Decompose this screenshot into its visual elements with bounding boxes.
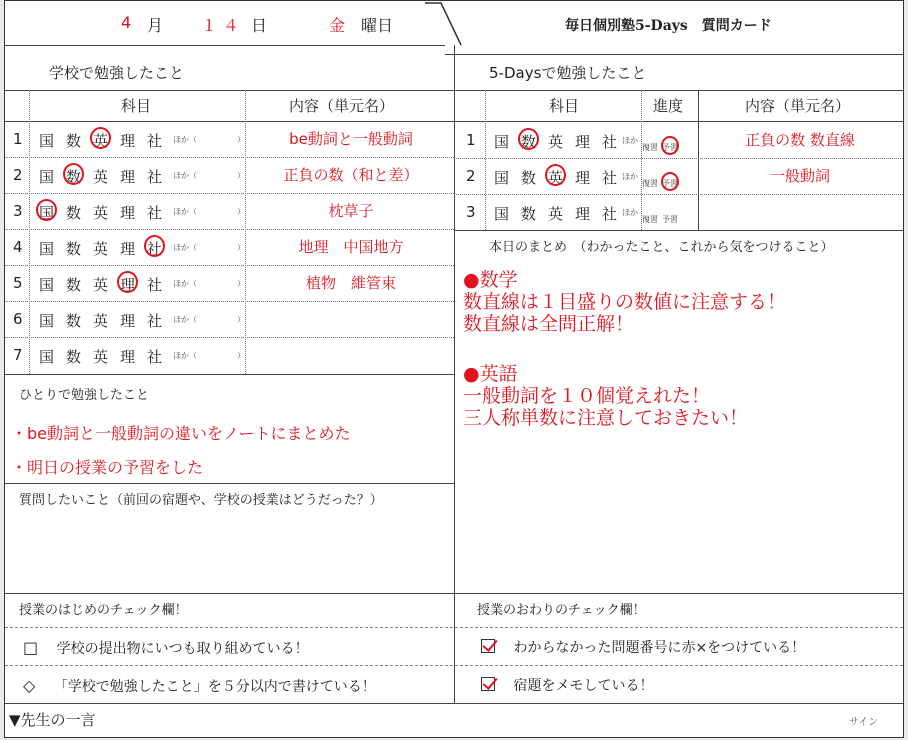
subject-option[interactable]: 社 xyxy=(146,132,162,150)
subject-option[interactable]: 数 xyxy=(520,169,536,187)
subject-option[interactable]: 国 xyxy=(38,312,54,330)
other-subject-close: ） xyxy=(237,207,245,216)
check-start-item[interactable] xyxy=(23,639,309,658)
subject-option[interactable]: 国 xyxy=(493,133,509,151)
fivedays-row xyxy=(454,122,903,158)
other-subject-label: ほか（ xyxy=(173,279,197,288)
summary-line[interactable]: ●数学 xyxy=(463,269,518,291)
school-content[interactable]: 枕草子 xyxy=(328,202,374,220)
check-start-item[interactable] xyxy=(23,677,376,696)
row-number: 3 xyxy=(466,203,476,221)
row-number: 1 xyxy=(466,131,476,149)
subject-option[interactable]: 社 xyxy=(146,312,162,330)
fivedays-row xyxy=(454,158,903,194)
check-end-title: 授業のおわりのチェック欄！ xyxy=(477,603,646,618)
subject-choices xyxy=(33,202,168,223)
subject-option[interactable]: 理 xyxy=(119,312,135,330)
questions-title: 質問したいこと（前回の宿題や、学校の授業はどうだった？） xyxy=(19,493,383,508)
other-subject-close: ） xyxy=(237,135,245,144)
subject-option[interactable]: 理 xyxy=(119,168,135,186)
subject-option[interactable]: 数 xyxy=(65,132,81,150)
day-value[interactable]: １４ xyxy=(201,16,246,35)
subject-choices xyxy=(488,167,623,188)
teacher-comment-label: ▼先生の一言 xyxy=(9,711,96,729)
summary-line[interactable]: ●英語 xyxy=(463,363,518,385)
subject-option[interactable]: 社 xyxy=(601,169,617,187)
subject-option[interactable]: 国 xyxy=(493,205,509,223)
subject-choices xyxy=(33,166,168,187)
check-end-text: 宿題をメモしている！ xyxy=(513,678,654,694)
school-content[interactable]: be動詞と一般動詞 xyxy=(289,130,413,148)
school-row xyxy=(5,193,454,229)
school-row xyxy=(5,337,454,373)
school-content[interactable]: 地理 中国地方 xyxy=(298,238,404,256)
header-tab-edge xyxy=(425,1,465,47)
subject-option[interactable]: 数 xyxy=(65,204,81,222)
row-number: 2 xyxy=(13,166,23,184)
other-subject-label: ほか（ xyxy=(173,135,197,144)
school-col-subject: 科目 xyxy=(121,97,152,115)
row-number: 4 xyxy=(13,238,23,256)
summary-line[interactable]: 一般動詞を１０個覚えれた！ xyxy=(463,385,711,407)
month-label: 月 xyxy=(147,16,164,35)
fivedays-col-content: 内容（単元名） xyxy=(745,97,851,115)
divider xyxy=(454,90,903,91)
questions-area[interactable] xyxy=(5,513,454,593)
subject-option[interactable]: 数 xyxy=(65,276,81,294)
row-number: 3 xyxy=(13,202,23,220)
other-subject-label: ほか（ xyxy=(173,315,197,324)
subject-option[interactable]: 英 xyxy=(92,168,108,186)
school-content[interactable]: 植物 維管束 xyxy=(305,274,396,292)
check-end-text: わからなかった問題番号に赤×をつけている！ xyxy=(513,640,806,656)
diamond-icon[interactable]: ◇ xyxy=(23,676,36,695)
subject-option[interactable]: 社 xyxy=(146,348,162,366)
other-subject-label: ほか（ xyxy=(173,243,197,252)
subject-option[interactable]: 国 xyxy=(493,169,509,187)
row-number: 6 xyxy=(13,310,23,328)
summary-line[interactable]: 数直線は１目盛りの数値に注意する！ xyxy=(463,291,787,313)
subject-option[interactable]: 数 xyxy=(515,131,542,152)
subject-option[interactable]: 国 xyxy=(33,202,60,223)
subject-option[interactable]: 国 xyxy=(38,240,54,258)
subject-choices xyxy=(33,238,168,259)
subject-option[interactable]: 理 xyxy=(119,204,135,222)
subject-option[interactable]: 社 xyxy=(601,205,617,223)
school-row xyxy=(5,157,454,193)
subject-choices xyxy=(488,203,623,224)
subject-option[interactable]: 社 xyxy=(601,133,617,151)
divider xyxy=(5,483,454,484)
subject-option[interactable]: 英 xyxy=(547,205,563,223)
summary-line[interactable]: 三人称単数に注意しておきたい！ xyxy=(463,407,749,429)
other-subject-label: ほか xyxy=(622,172,638,181)
checkbox-icon[interactable]: □ xyxy=(23,638,39,657)
review-option[interactable]: 復習 xyxy=(642,179,658,188)
review-option[interactable]: 復習 xyxy=(642,215,658,224)
school-row xyxy=(5,121,454,157)
other-subject-label: ほか（ xyxy=(173,351,197,360)
subject-choices xyxy=(488,131,623,152)
subject-option[interactable]: 国 xyxy=(38,132,54,150)
other-subject-close: ） xyxy=(237,243,245,252)
subject-option[interactable]: 理 xyxy=(574,169,590,187)
check-start-title: 授業のはじめのチェック欄！ xyxy=(19,603,188,618)
school-col-content: 内容（単元名） xyxy=(289,97,395,115)
subject-option[interactable]: 英 xyxy=(87,130,114,151)
divider xyxy=(5,45,445,46)
row-number: 5 xyxy=(13,274,23,292)
subject-option[interactable]: 英 xyxy=(542,167,569,188)
fivedays-row xyxy=(454,194,903,230)
school-row xyxy=(5,265,454,301)
divider xyxy=(5,703,903,704)
divider xyxy=(445,54,903,55)
other-subject-close: ） xyxy=(237,279,245,288)
other-subject-close: ） xyxy=(237,351,245,360)
subject-option[interactable]: 社 xyxy=(141,238,168,259)
subject-choices xyxy=(33,346,168,367)
subject-option[interactable]: 数 xyxy=(65,240,81,258)
subject-option[interactable]: 英 xyxy=(92,348,108,366)
preview-option[interactable]: 予習 xyxy=(662,215,678,224)
sign-label: サイン xyxy=(849,717,879,728)
subject-option[interactable]: 理 xyxy=(114,274,141,295)
card-title: 毎日個別塾5-Days 質問カード xyxy=(565,18,772,34)
preview-option[interactable]: 予習 xyxy=(662,179,678,188)
check-end-item[interactable] xyxy=(481,639,805,657)
other-subject-label: ほか（ xyxy=(173,171,197,180)
subject-option[interactable]: 理 xyxy=(119,132,135,150)
subject-option[interactable]: 数 xyxy=(65,312,81,330)
subject-option[interactable]: 理 xyxy=(119,240,135,258)
divider xyxy=(5,627,903,628)
fivedays-content[interactable]: 一般動詞 xyxy=(769,167,830,185)
subject-option[interactable]: 理 xyxy=(574,133,590,151)
divider xyxy=(5,90,454,91)
summary-line[interactable]: 数直線は全問正解！ xyxy=(463,313,635,335)
subject-option[interactable]: 理 xyxy=(119,348,135,366)
row-number: 2 xyxy=(466,167,476,185)
divider xyxy=(5,374,454,375)
alone-item[interactable]: ・be動詞と一般動詞の違いをノートにまとめた xyxy=(11,424,351,443)
question-card xyxy=(4,0,904,738)
check-start-text: 学校の提出物にいつも取り組めている！ xyxy=(56,641,309,657)
fivedays-content[interactable]: 正負の数 数直線 xyxy=(745,131,855,149)
other-subject-label: ほか xyxy=(622,136,638,145)
subject-option[interactable]: 英 xyxy=(547,133,563,151)
divider xyxy=(5,593,903,594)
divider xyxy=(5,665,903,666)
subject-option[interactable]: 英 xyxy=(92,204,108,222)
progress-choices xyxy=(640,171,680,190)
school-row xyxy=(5,301,454,337)
subject-option[interactable]: 理 xyxy=(574,205,590,223)
subject-choices xyxy=(33,130,168,151)
progress-choices xyxy=(640,135,680,154)
weekday-value[interactable]: 金 xyxy=(329,16,346,35)
checked-box-icon[interactable] xyxy=(481,639,495,653)
subject-option[interactable]: 国 xyxy=(38,276,54,294)
subject-option[interactable]: 数 xyxy=(60,166,87,187)
subject-option[interactable]: 英 xyxy=(92,276,108,294)
subject-option[interactable]: 数 xyxy=(65,348,81,366)
weekday-label: 曜日 xyxy=(361,16,394,35)
row-number: 1 xyxy=(13,130,23,148)
other-subject-label: ほか（ xyxy=(173,207,197,216)
other-subject-label: ほか xyxy=(622,208,638,217)
school-section-title: 学校で勉強したこと xyxy=(49,64,185,82)
fivedays-section-title: 5-Daysで勉強したこと xyxy=(489,64,647,82)
subject-option[interactable]: 社 xyxy=(146,204,162,222)
other-subject-close: ） xyxy=(237,315,245,324)
checked-box-icon[interactable] xyxy=(481,677,495,691)
alone-title: ひとりで勉強したこと xyxy=(19,388,150,403)
month-value[interactable]: 4 xyxy=(121,13,132,32)
review-option[interactable]: 復習 xyxy=(642,143,658,152)
alone-item[interactable]: ・明日の授業の予習をした xyxy=(11,458,204,477)
subject-option[interactable]: 社 xyxy=(146,168,162,186)
progress-choices xyxy=(640,207,680,226)
subject-option[interactable]: 国 xyxy=(38,168,54,186)
subject-option[interactable]: 英 xyxy=(92,312,108,330)
day-label: 日 xyxy=(251,16,268,35)
preview-option[interactable]: 予習 xyxy=(662,143,678,152)
date-row xyxy=(5,1,445,45)
school-content[interactable]: 正負の数（和と差） xyxy=(283,166,419,184)
divider xyxy=(454,230,903,231)
fivedays-col-progress: 進度 xyxy=(653,97,684,115)
subject-option[interactable]: 数 xyxy=(520,205,536,223)
row-number: 7 xyxy=(13,346,23,364)
other-subject-close: ） xyxy=(237,171,245,180)
summary-title: 本日のまとめ （わかったこと、これから気をつけること） xyxy=(489,240,834,255)
check-start-text: 「学校で勉強したこと」を５分以内で書けている！ xyxy=(53,679,376,695)
check-end-item[interactable] xyxy=(481,677,653,695)
subject-option[interactable]: 国 xyxy=(38,348,54,366)
school-row xyxy=(5,229,454,265)
subject-choices xyxy=(33,274,168,295)
subject-choices xyxy=(33,310,168,331)
subject-option[interactable]: 社 xyxy=(146,276,162,294)
fivedays-col-subject: 科目 xyxy=(549,97,580,115)
subject-option[interactable]: 英 xyxy=(92,240,108,258)
